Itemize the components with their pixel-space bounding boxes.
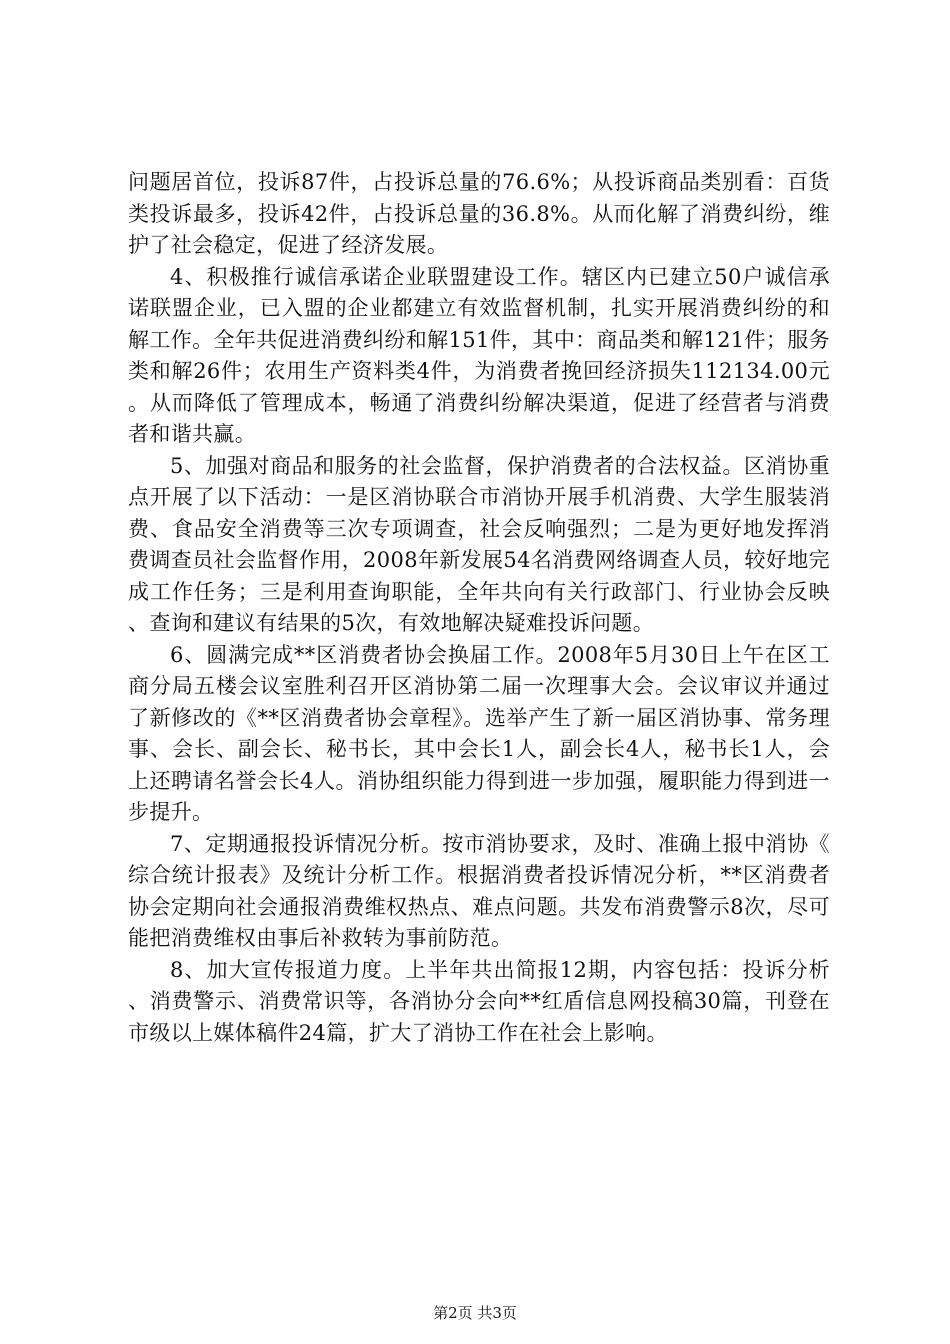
paragraph-item-8-publicity: 8、加大宣传报道力度。上半年共出简报12期，内容包括：投诉分析、消费警示、消费常识等，各消协分会向**红盾信息网投稿30篇，刊登在市级以上媒体稿件24篇，扩大了消协工作在社会上影响。 — [128, 957, 830, 1045]
paragraph-item-6-association-election: 6、圆满完成**区消费者协会换届工作。2008年5月30日上午在区工商分局五楼会议室胜利召开区消协第二届一次理事大会。会议审议并通过了新修改的《**区消费者协会章程》。选举产生了新一届区消协事、常务理事、会长、副会长、秘书长，其中会长1人，副会长4人，秘书长1人，会上还聘请名誉会长4人。消协组织能力得到进一步加强，履职能力得到进一步提升。 — [128, 642, 830, 824]
document-body — [128, 167, 830, 1049]
paragraph-item-7-complaint-reporting: 7、定期通报投诉情况分析。按市消协要求，及时、准确上报中消协《综合统计报表》及统计分析工作。根据消费者投诉情况分析，**区消费者协会定期向社会通报消费维权热点、难点问题。共发布消费警示8次，尽可能把消费维权由事后补救转为事前防范。 — [128, 831, 830, 950]
paragraph-complaint-stats: 问题居首位，投诉87件，占投诉总量的76.6%；从投诉商品类别看：百货类投诉最多，投诉42件，占投诉总量的36.8%。从而化解了消费纠纷，维护了社会稳定，促进了经济发展。 — [128, 170, 830, 257]
paragraph-item-5-social-supervision: 5、加强对商品和服务的社会监督，保护消费者的合法权益。区消协重点开展了以下活动：一是区消协联合市消协开展手机消费、大学生服装消费、食品安全消费等三次专项调查，社会反响强烈；二是为更好地发挥消费调查员社会监督作用，2008年新发展54名消费网络调查人员，较好地完成工作任务；三是利用查询职能，全年共向有关行政部门、行业协会反映、查询和建议有结果的5次，有效地解决疑难投诉问题。 — [128, 453, 830, 635]
page-number-footer: 第2页 共3页 — [433, 1304, 517, 1322]
paragraph-item-4-integrity-alliance: 4、积极推行诚信承诺企业联盟建设工作。辖区内已建立50户诚信承诺联盟企业，已入盟的企业都建立有效监督机制，扎实开展消费纠纷的和解工作。全年共促进消费纠纷和解151件，其中：商品类和解121件；服务类和解26件；农用生产资料类4件，为消费者挽回经济损失112134.00元。从而降低了管理成本，畅通了消费纠纷解决渠道，促进了经营者与消费者和谐共赢。 — [128, 264, 830, 446]
